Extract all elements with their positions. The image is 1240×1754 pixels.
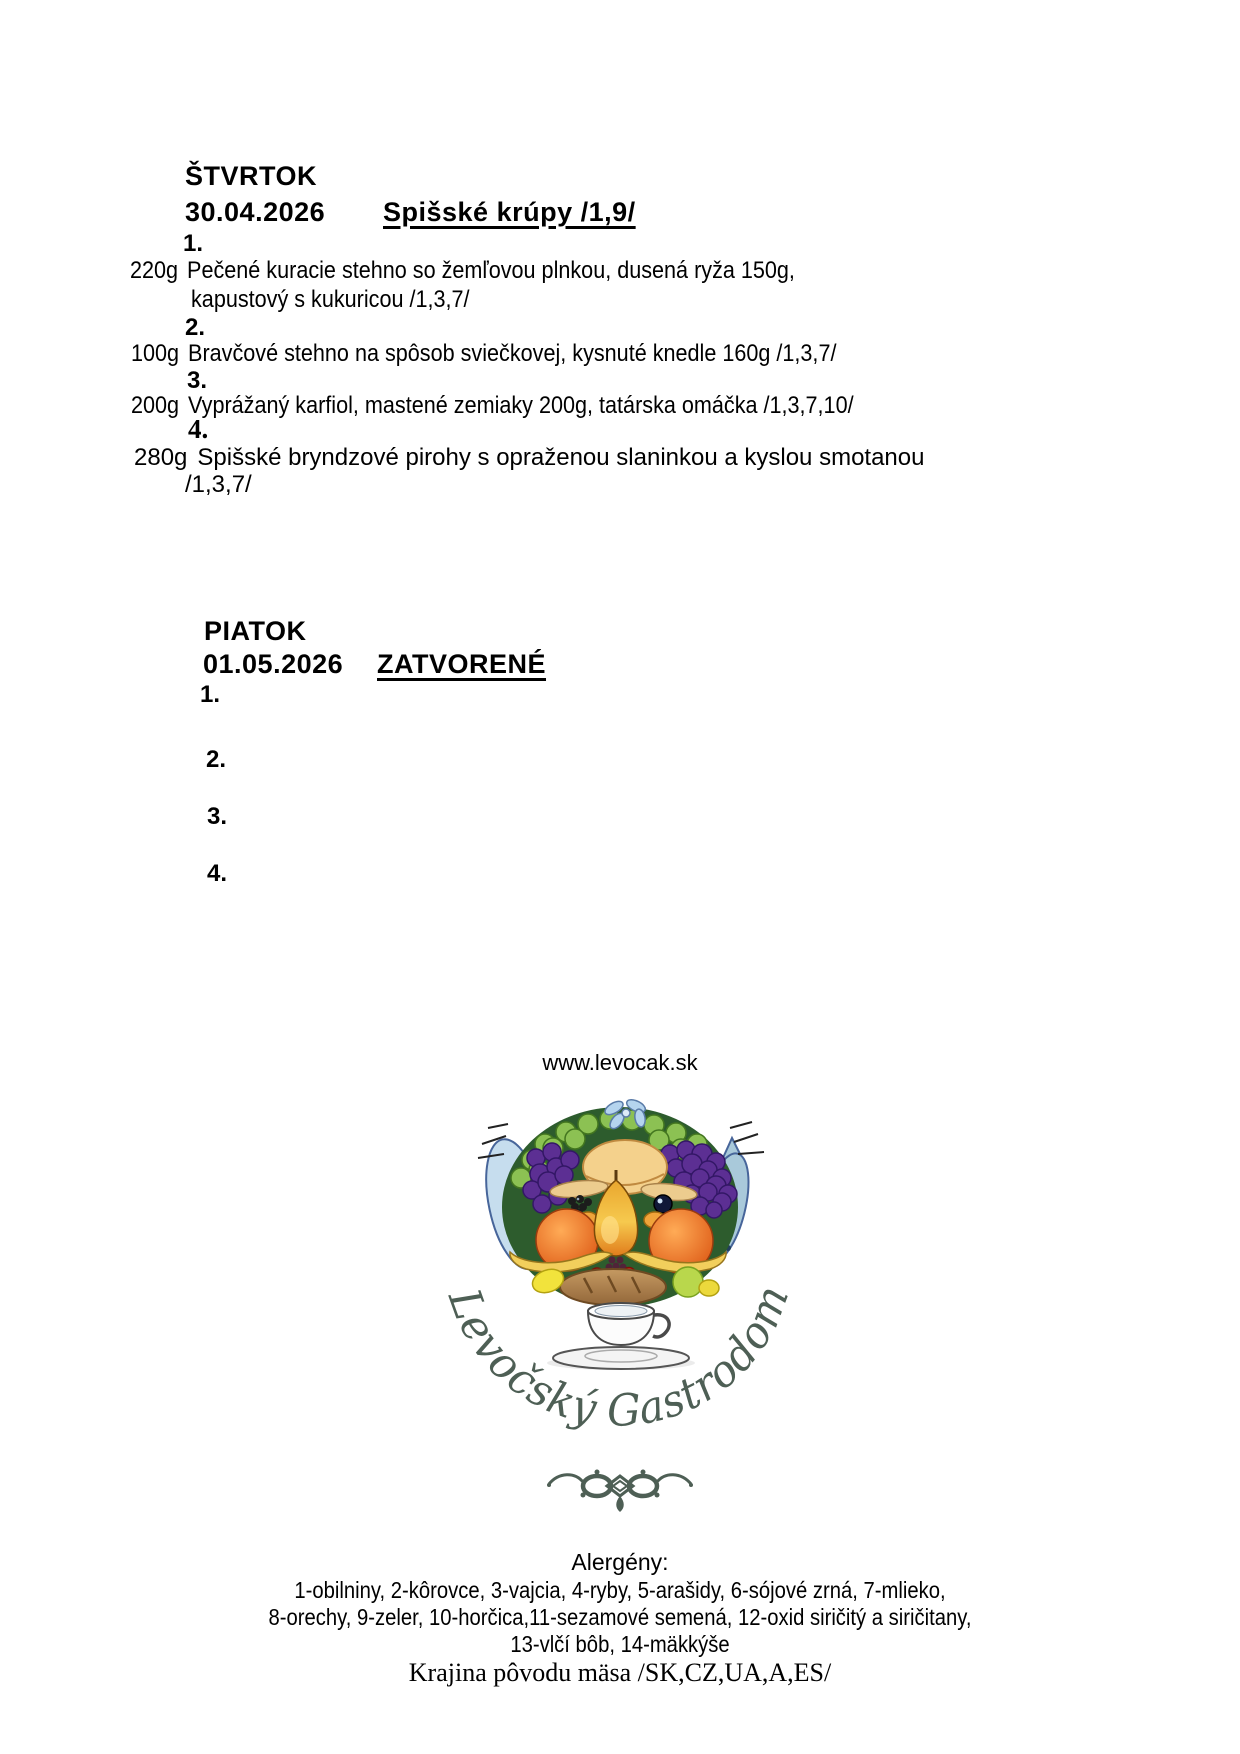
thursday-item-line2: /1,3,7/ xyxy=(185,471,252,498)
thursday-item-number: 4. xyxy=(188,414,209,444)
item-text: Vyprážaný karfiol, mastené zemiaky 200g, tatárska omáčka /1,3,7,10/ xyxy=(188,392,854,419)
thursday-item-line xyxy=(134,444,924,472)
item-text: Bravčové stehno na spôsob sviečkovej, kysnuté knedle 160g /1,3,7/ xyxy=(188,340,837,367)
fruit-face xyxy=(476,1097,764,1307)
thursday-day-heading: ŠTVRTOK xyxy=(185,161,318,191)
item-weight: 200g xyxy=(131,392,180,419)
yellow-fruit-icon xyxy=(699,1280,719,1296)
thursday-soup-title: Spišské krúpy /1,9/ xyxy=(383,197,636,227)
gastrodom-logo xyxy=(412,1082,828,1462)
green-apple-icon xyxy=(673,1267,703,1297)
thursday-item-line xyxy=(131,340,836,368)
allergens-line: 1-obilniny, 2-kôrovce, 3-vajcia, 4-ryby, 5-arašidy, 6-sójové zrná, 7-mlieko, xyxy=(294,1577,946,1603)
friday-date: 01.05.2026 xyxy=(203,649,344,679)
item-weight: 280g xyxy=(134,444,188,471)
friday-item-number: 3. xyxy=(207,803,228,830)
flourish-ornament-icon xyxy=(545,1462,695,1514)
item-weight: 220g xyxy=(130,257,179,284)
item-text: Pečené kuracie stehno so žemľovou plnkou, dusená ryža 150g, xyxy=(187,257,795,284)
blueberry-eye-right xyxy=(654,1195,672,1213)
thursday-item-line xyxy=(130,257,795,285)
friday-item-number: 2. xyxy=(206,746,227,773)
bread-chin xyxy=(560,1269,666,1305)
thursday-item-number: 2. xyxy=(185,314,206,341)
coffee-cup xyxy=(547,1303,695,1370)
thursday-item-line2: kapustový s kukuricou /1,3,7/ xyxy=(191,286,470,313)
friday-status: ZATVORENÉ xyxy=(377,649,547,679)
friday-item-number: 1. xyxy=(200,681,221,708)
friday-day-heading: PIATOK xyxy=(204,616,307,646)
thursday-item-number: 3. xyxy=(187,367,208,394)
allergens-title: Alergény: xyxy=(571,1549,669,1575)
friday-item-number: 4. xyxy=(207,860,228,887)
allergens-line: 8-orechy, 9-zeler, 10-horčica,11-sezamové semená, 12-oxid siričitý a siričitany, xyxy=(268,1604,972,1630)
item-text: Spišské bryndzové pirohy s opraženou slaninkou a kyslou smotanou xyxy=(197,444,925,471)
thursday-date: 30.04.2026 xyxy=(185,197,326,227)
logo-arc-text: Levočský Gastrodom xyxy=(438,1276,801,1438)
thursday-item-number: 1. xyxy=(183,230,204,257)
thursday-item-line xyxy=(131,392,854,420)
allergens-line: 13-vlčí bôb, 14-mäkkýše xyxy=(510,1631,730,1657)
meat-origin-line: Krajina pôvodu mäsa /SK,CZ,UA,A,ES/ xyxy=(408,1658,832,1687)
website-url: www.levocak.sk xyxy=(542,1050,698,1075)
item-weight: 100g xyxy=(131,340,180,367)
